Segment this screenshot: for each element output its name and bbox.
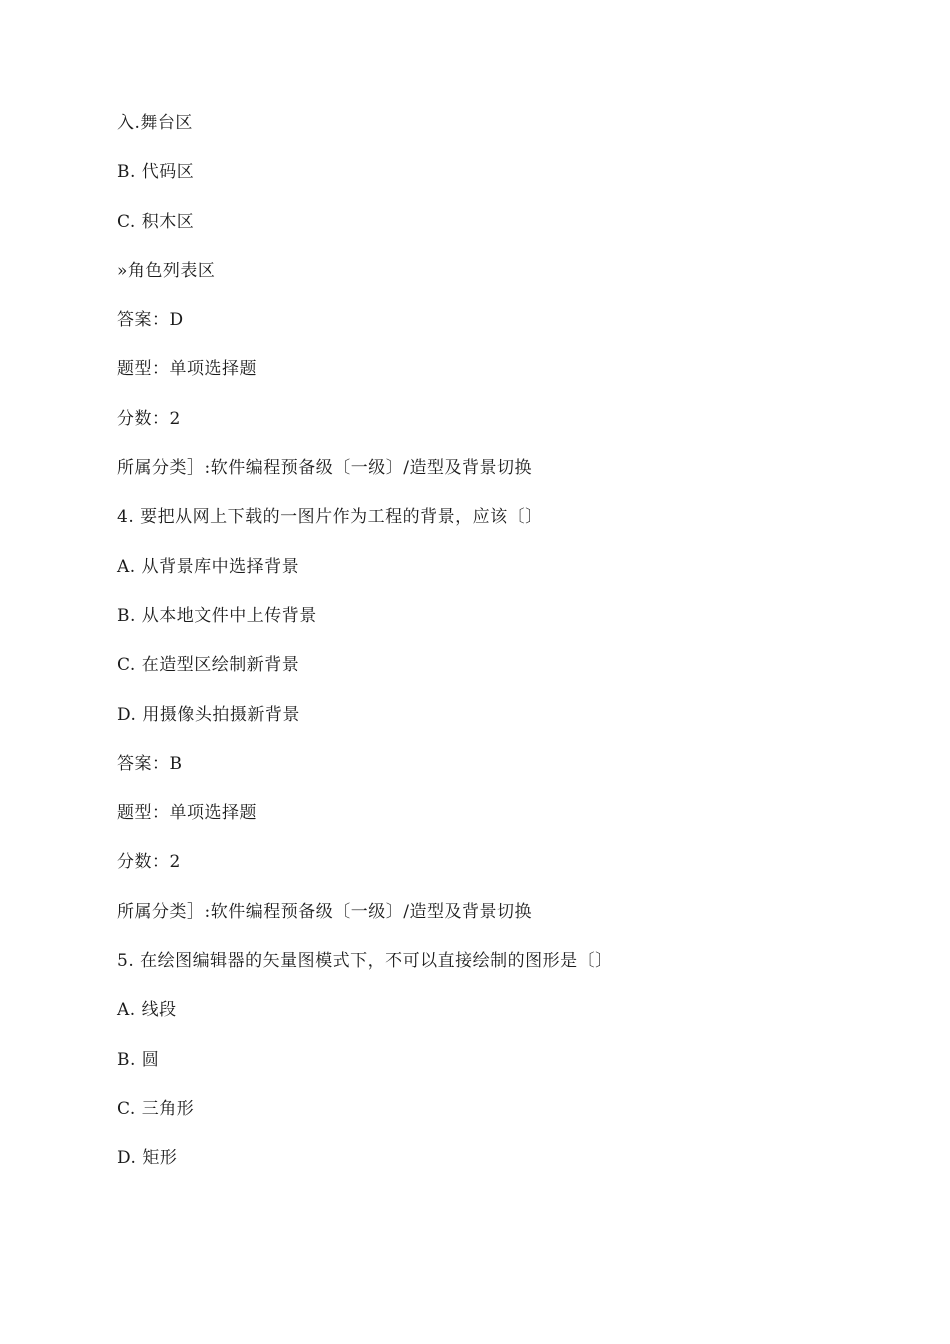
question-4-option-c: C. 在造型区绘制新背景: [117, 655, 300, 676]
question-4-type: 题型：单项选择题: [117, 803, 257, 824]
question-text-block: [117, 110, 613, 1195]
question-5-option-d: D. 矩形: [117, 1148, 178, 1169]
question-4-stem: 4. 要把从网上下载的一图片作为工程的背景，应该〔〕: [117, 507, 543, 528]
option-c-blocks-area: C. 积木区: [117, 211, 195, 232]
question-4-option-b: B. 从本地文件中上传背景: [117, 605, 317, 626]
score-line: 分数：2: [117, 408, 181, 429]
question-4-category: 所属分类］:软件编程预备级〔一级〕/造型及背景切换: [117, 901, 532, 922]
category-line: 所属分类］:软件编程预备级〔一级〕/造型及背景切换: [117, 458, 532, 479]
option-a-stage-area: 入.舞台区: [117, 113, 193, 133]
question-5-stem: 5. 在绘图编辑器的矢量图模式下，不可以直接绘制的图形是〔〕: [117, 951, 613, 972]
question-4-score: 分数：2: [117, 852, 181, 873]
question-4-answer: 答案：B: [117, 753, 183, 774]
question-4-option-d: D. 用摄像头拍摄新背景: [117, 704, 300, 725]
option-d-sprite-list-area: »角色列表区: [117, 260, 216, 281]
question-4-option-a: A. 从背景库中选择背景: [117, 556, 300, 577]
question-5-option-c: C. 三角形: [117, 1098, 195, 1119]
answer-line: 答案：D: [117, 310, 184, 331]
question-type-line: 题型：单项选择题: [117, 359, 257, 380]
question-5-option-b: B. 圆: [117, 1049, 160, 1070]
option-b-code-area: B. 代码区: [117, 162, 195, 183]
question-5-option-a: A. 线段: [117, 1000, 177, 1021]
